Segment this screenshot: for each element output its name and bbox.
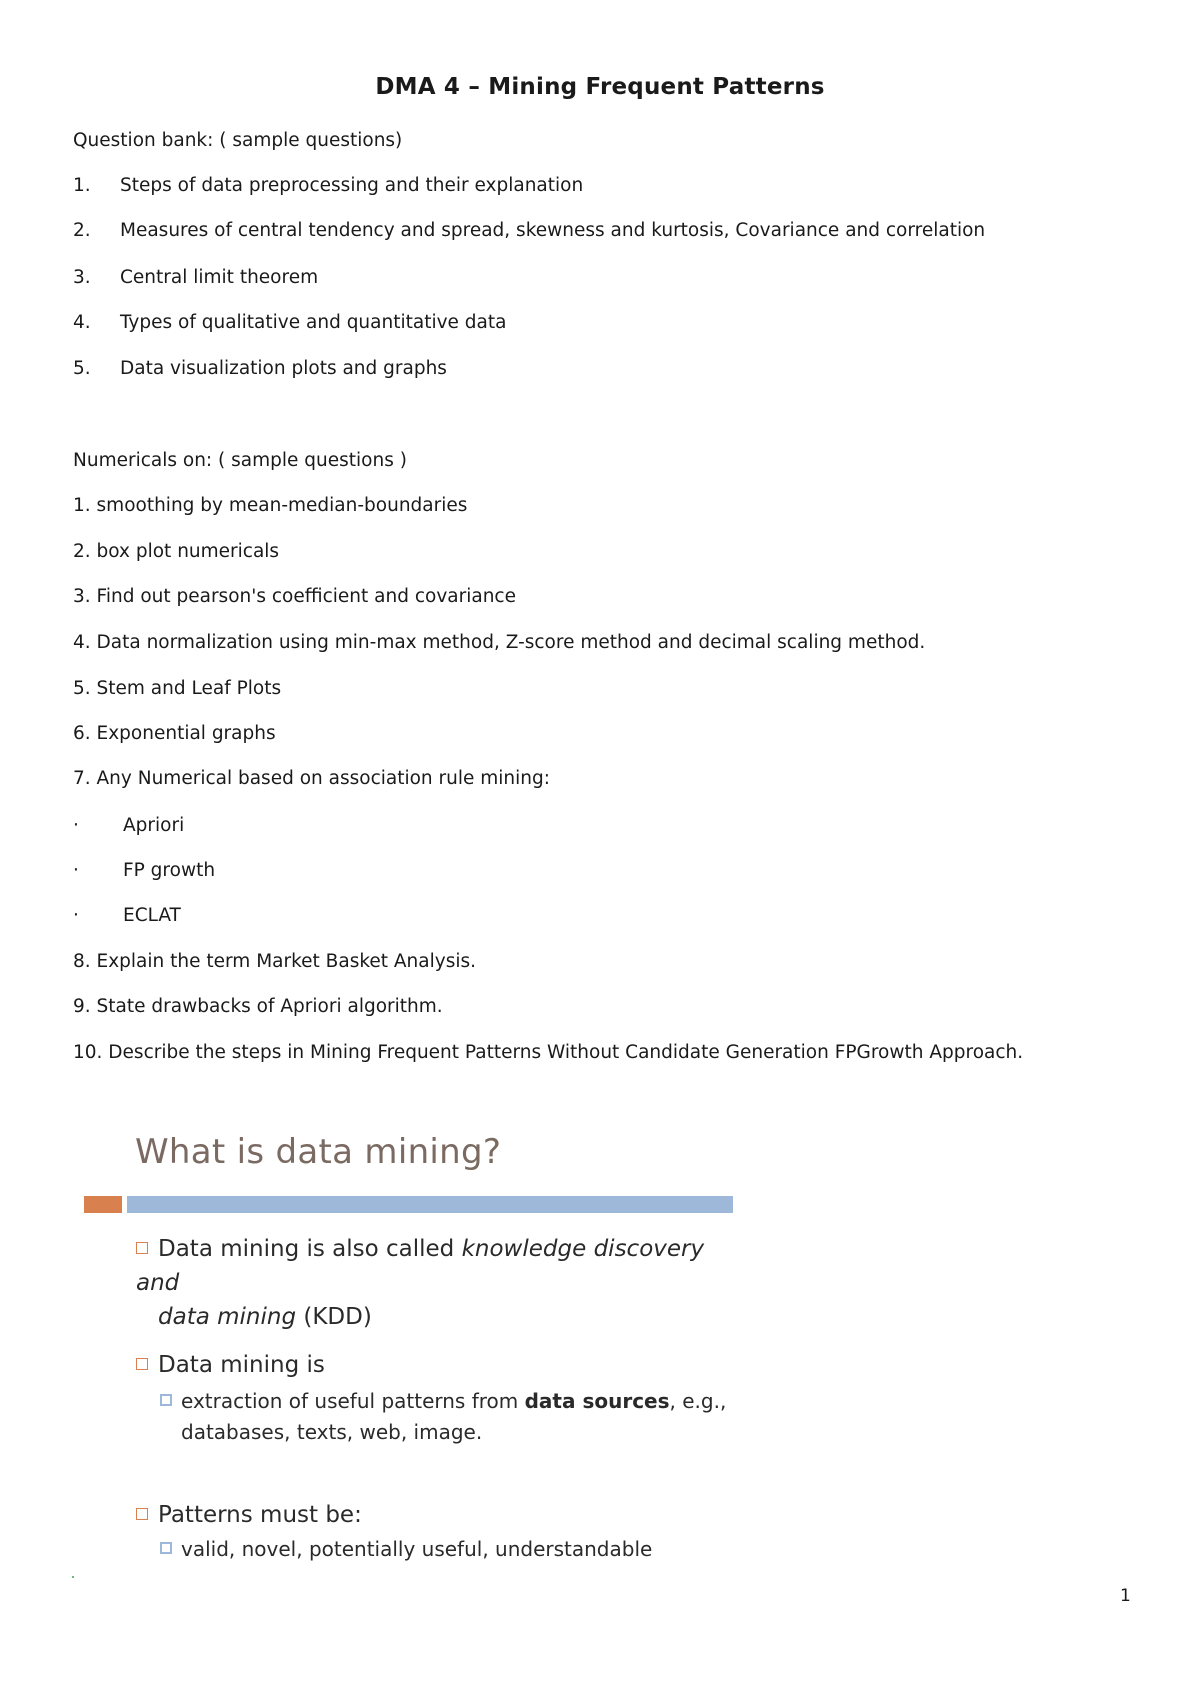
question-number: 4. — [73, 312, 91, 333]
numericals-heading: Numericals on: ( sample questions ) — [73, 450, 407, 471]
slide-text: Patterns must be: — [158, 1502, 362, 1528]
numerical-item: 6. Exponential graphs — [73, 723, 276, 744]
numerical-item: 8. Explain the term Market Basket Analysis. — [73, 951, 477, 972]
question-number: 1. — [73, 175, 91, 196]
slide-text: Data mining is — [158, 1352, 325, 1378]
question-number: 3. — [73, 267, 91, 288]
question-bank-heading: Question bank: ( sample questions) — [73, 130, 403, 151]
slide-accent-bar-orange — [84, 1196, 122, 1213]
question-item — [73, 175, 583, 196]
numerical-item: 10. Describe the steps in Mining Frequent Patterns Without Candidate Generation FPGrowth Approach. — [73, 1042, 1024, 1063]
question-item — [73, 220, 985, 241]
numerical-item: 2. box plot numericals — [73, 541, 280, 562]
slide-text-bold: data sources — [524, 1389, 670, 1413]
slide-text-italic: knowledge discovery and — [136, 1236, 705, 1296]
numerical-item: 1. smoothing by mean-median-boundaries — [73, 495, 468, 516]
stray-mark — [72, 1576, 74, 1578]
question-item — [73, 312, 506, 333]
question-item — [73, 358, 447, 379]
slide-accent-bar-blue — [127, 1196, 733, 1213]
question-number: 5. — [73, 358, 91, 379]
question-text: Measures of central tendency and spread, skewness and kurtosis, Covariance and correlation — [120, 220, 986, 241]
slide-text: valid, novel, potentially useful, understandable — [181, 1537, 653, 1561]
bullet-item — [73, 815, 184, 836]
numerical-item: 5. Stem and Leaf Plots — [73, 678, 282, 699]
square-bullet-icon — [136, 1508, 148, 1520]
slide-text-italic: data mining — [158, 1304, 297, 1330]
square-bullet-icon — [136, 1242, 148, 1254]
document-title: DMA 4 – Mining Frequent Patterns — [375, 74, 825, 100]
slide-subpoint-3 — [160, 1534, 652, 1565]
bullet-dot: · — [73, 815, 79, 836]
numerical-item: 4. Data normalization using min-max method, Z-score method and decimal scaling method. — [73, 632, 926, 653]
bullet-item — [73, 860, 215, 881]
slide-text: Data mining is also called — [158, 1236, 462, 1262]
question-text: Steps of data preprocessing and their explanation — [120, 175, 584, 196]
numerical-item: 3. Find out pearson's coefficient and covariance — [73, 586, 516, 607]
slide-text: (KDD) — [296, 1304, 372, 1330]
slide-title: What is data mining? — [135, 1132, 502, 1172]
question-item — [73, 267, 318, 288]
numerical-item: 9. State drawbacks of Apriori algorithm. — [73, 996, 443, 1017]
question-text: Data visualization plots and graphs — [120, 358, 447, 379]
bullet-text: ECLAT — [123, 905, 181, 926]
slide-point-3 — [136, 1498, 362, 1532]
question-text: Types of qualitative and quantitative data — [120, 312, 507, 333]
bullet-text: FP growth — [123, 860, 216, 881]
slide-text: , e.g., — [669, 1389, 727, 1413]
slide-image — [84, 1118, 734, 1578]
question-text: Central limit theorem — [120, 267, 319, 288]
page-number: 1 — [1120, 1586, 1131, 1606]
square-sub-bullet-icon — [160, 1394, 172, 1406]
bullet-dot: · — [73, 860, 79, 881]
bullet-item — [73, 905, 181, 926]
bullet-text: Apriori — [123, 815, 185, 836]
bullet-dot: · — [73, 905, 79, 926]
question-number: 2. — [73, 220, 91, 241]
slide-text: databases, texts, web, image. — [181, 1420, 483, 1444]
slide-text: extraction of useful patterns from — [181, 1389, 525, 1413]
slide-point-2 — [136, 1348, 325, 1382]
numerical-item: 7. Any Numerical based on association rule mining: — [73, 768, 550, 789]
slide-point-1 — [136, 1232, 734, 1334]
square-bullet-icon — [136, 1358, 148, 1370]
slide-subpoint-2 — [160, 1386, 726, 1448]
square-sub-bullet-icon — [160, 1542, 172, 1554]
